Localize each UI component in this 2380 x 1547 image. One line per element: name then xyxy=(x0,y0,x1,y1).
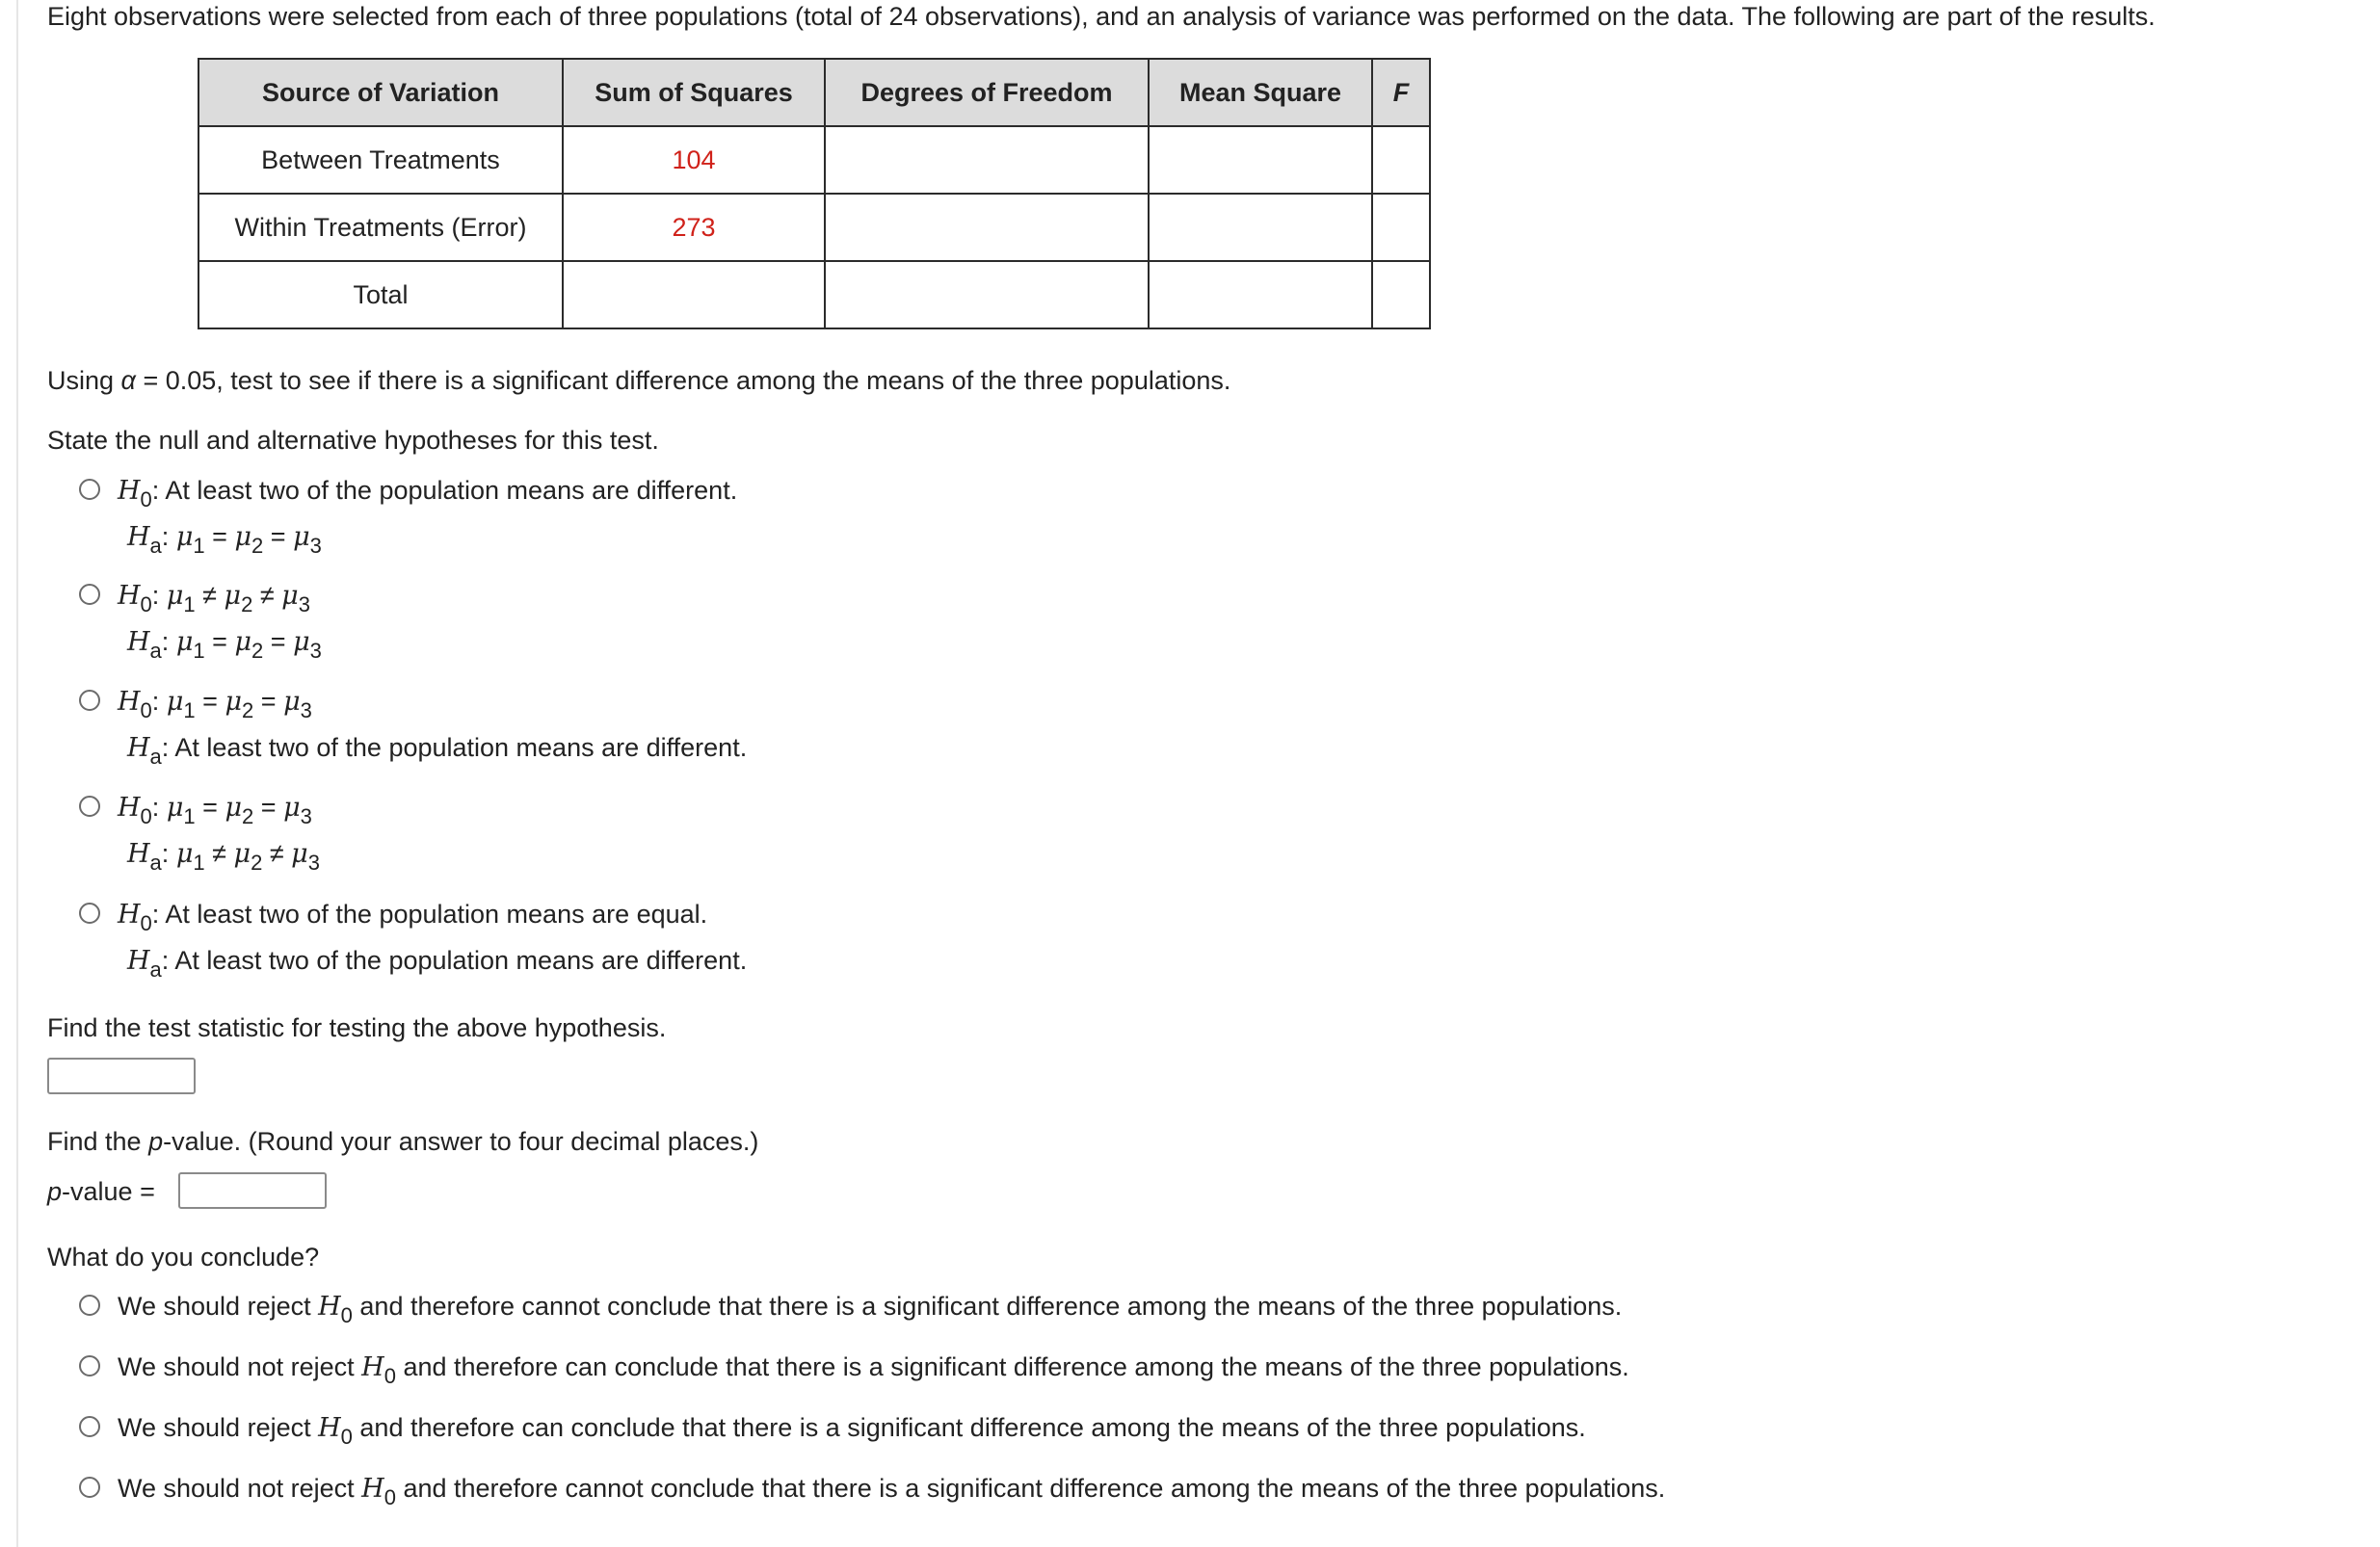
operator: ≠ xyxy=(202,581,217,610)
conclusion-before: We should reject xyxy=(118,1413,319,1442)
alpha-symbol: α xyxy=(120,366,136,395)
anova-header-row xyxy=(198,59,1430,126)
colon: : xyxy=(161,839,170,868)
subscript: 3 xyxy=(309,534,322,558)
subscript: 0 xyxy=(383,1364,396,1388)
h-symbol: H xyxy=(318,1413,341,1443)
alt-hypothesis xyxy=(127,625,322,663)
mu-symbol: μ xyxy=(166,581,184,611)
table-row xyxy=(198,261,1430,328)
operator: ≠ xyxy=(212,839,226,868)
alt-hypothesis xyxy=(127,520,322,558)
conclusion-text xyxy=(118,1290,1623,1327)
alpha-rest: = 0.05, test to see if there is a significant difference among the means of the three populations. xyxy=(135,366,1231,395)
h-symbol: H xyxy=(127,946,150,976)
subscript: 1 xyxy=(193,851,205,875)
radio-button[interactable] xyxy=(79,1416,100,1437)
null-hypothesis xyxy=(118,579,310,614)
mu-symbol: μ xyxy=(233,839,251,869)
mu-symbol: μ xyxy=(291,839,308,869)
pvalue-prompt-after: -value. (Round your answer to four decimal places.) xyxy=(163,1127,759,1156)
subscript: 0 xyxy=(340,1425,353,1449)
h-symbol: H xyxy=(127,627,150,657)
subscript: a xyxy=(149,745,162,769)
row-df xyxy=(825,261,1149,328)
row-source: Between Treatments xyxy=(198,126,563,194)
operator: = xyxy=(202,687,218,716)
h-symbol: H xyxy=(318,1292,341,1322)
subscript: 0 xyxy=(140,804,152,828)
conclusion-after: and therefore cannot conclude that there is a significant difference among the means of the three populations. xyxy=(395,1474,1666,1503)
row-ss: 104 xyxy=(563,126,825,194)
conclusion-prompt: What do you conclude? xyxy=(47,1243,320,1272)
h-symbol: H xyxy=(118,581,141,611)
h-symbol: H xyxy=(118,687,141,717)
alt-hypothesis xyxy=(127,944,748,982)
subscript: 1 xyxy=(193,534,205,558)
hypothesis-text: At least two of the population means are equal. xyxy=(159,900,708,929)
table-row xyxy=(198,126,1430,194)
row-ss: 273 xyxy=(563,194,825,261)
operator: = xyxy=(270,522,286,551)
pvalue-label xyxy=(47,1175,155,1208)
colon: : xyxy=(151,476,160,505)
operator: = xyxy=(212,522,227,551)
operator: = xyxy=(212,627,227,656)
hypothesis-text: At least two of the population means are different. xyxy=(159,476,738,505)
row-ms xyxy=(1149,194,1372,261)
operator: = xyxy=(260,687,277,716)
colon: : xyxy=(151,581,160,610)
subscript: 2 xyxy=(251,534,264,558)
subscript: 0 xyxy=(140,698,152,722)
conclusion-text xyxy=(118,1350,1629,1388)
subscript: 0 xyxy=(140,911,152,935)
operator: = xyxy=(260,793,277,822)
header-ss: Sum of Squares xyxy=(563,59,825,126)
mu-symbol: μ xyxy=(224,581,242,611)
mu-symbol: μ xyxy=(175,522,194,552)
subscript: 2 xyxy=(242,698,254,722)
subscript: 3 xyxy=(298,592,310,616)
mu-symbol: μ xyxy=(225,793,243,823)
mu-symbol: μ xyxy=(166,687,184,717)
p-symbol: p xyxy=(148,1127,164,1156)
conclusion-before: We should reject xyxy=(118,1292,319,1321)
hypotheses-prompt: State the null and alternative hypotheses for this test. xyxy=(47,426,659,455)
radio-button[interactable] xyxy=(79,1295,100,1316)
pvalue-label-rest: -value = xyxy=(62,1177,155,1206)
test-statistic-prompt: Find the test statistic for testing the above hypothesis. xyxy=(47,1013,667,1042)
colon: : xyxy=(151,687,160,716)
mu-symbol: μ xyxy=(293,522,310,552)
p-symbol: p xyxy=(47,1177,63,1206)
null-hypothesis xyxy=(118,791,312,826)
colon: : xyxy=(161,627,170,656)
alpha-instruction xyxy=(47,364,1230,397)
anova-table xyxy=(198,58,1431,329)
mu-symbol: μ xyxy=(225,687,243,717)
subscript: 3 xyxy=(307,851,320,875)
null-hypothesis xyxy=(118,685,312,720)
conclusion-text xyxy=(118,1472,1665,1507)
subscript: 3 xyxy=(309,639,322,663)
h-symbol: H xyxy=(118,900,141,930)
conclusion-before: We should not reject xyxy=(118,1352,362,1381)
pvalue-input[interactable] xyxy=(178,1172,327,1209)
subscript: 3 xyxy=(300,698,312,722)
subscript: 0 xyxy=(340,1303,353,1327)
colon: : xyxy=(161,522,170,551)
mu-symbol: μ xyxy=(281,581,299,611)
radio-button[interactable] xyxy=(79,796,100,817)
h-symbol: H xyxy=(361,1474,384,1504)
subscript: 1 xyxy=(183,592,196,616)
mu-symbol: μ xyxy=(283,793,301,823)
hypothesis-text: At least two of the population means are different. xyxy=(169,946,748,975)
test-statistic-input[interactable] xyxy=(47,1058,196,1094)
row-f xyxy=(1372,126,1430,194)
colon: : xyxy=(151,900,160,929)
radio-button[interactable] xyxy=(79,584,100,605)
operator: = xyxy=(202,793,218,822)
row-df xyxy=(825,194,1149,261)
mu-symbol: μ xyxy=(166,793,184,823)
row-source: Total xyxy=(198,261,563,328)
radio-button[interactable] xyxy=(79,903,100,924)
row-df xyxy=(825,126,1149,194)
mu-symbol: μ xyxy=(234,627,252,657)
h-symbol: H xyxy=(118,793,141,823)
mu-symbol: μ xyxy=(234,522,252,552)
conclusion-text xyxy=(118,1411,1586,1449)
subscript: a xyxy=(149,639,162,663)
subscript: 1 xyxy=(193,639,205,663)
h-symbol: H xyxy=(127,733,150,763)
subscript: 3 xyxy=(300,804,312,828)
conclusion-after: and therefore can conclude that there is a significant difference among the means of the three populations. xyxy=(352,1413,1586,1442)
subscript: 2 xyxy=(251,639,264,663)
mu-symbol: μ xyxy=(293,627,310,657)
alpha-prefix: Using xyxy=(47,366,121,395)
radio-button[interactable] xyxy=(79,479,100,500)
conclusion-before: We should not reject xyxy=(118,1474,362,1503)
row-source: Within Treatments (Error) xyxy=(198,194,563,261)
h-symbol: H xyxy=(127,522,150,552)
row-f xyxy=(1372,194,1430,261)
colon: : xyxy=(161,946,170,975)
null-hypothesis xyxy=(118,898,708,935)
subscript: a xyxy=(149,957,162,982)
colon: : xyxy=(161,733,170,762)
row-ms xyxy=(1149,126,1372,194)
header-df: Degrees of Freedom xyxy=(825,59,1149,126)
operator: ≠ xyxy=(269,839,284,868)
h-symbol: H xyxy=(361,1352,384,1382)
conclusion-after: and therefore can conclude that there is a significant difference among the means of the three populations. xyxy=(395,1352,1629,1381)
row-ss xyxy=(563,261,825,328)
operator: ≠ xyxy=(259,581,275,610)
mu-symbol: μ xyxy=(175,839,194,869)
alt-hypothesis xyxy=(127,837,320,875)
subscript: 2 xyxy=(251,851,263,875)
subscript: 0 xyxy=(140,592,152,616)
radio-button[interactable] xyxy=(79,1477,100,1498)
subscript: 2 xyxy=(241,592,253,616)
h-symbol: H xyxy=(127,839,150,869)
colon: : xyxy=(151,793,160,822)
null-hypothesis xyxy=(118,474,737,509)
row-ms xyxy=(1149,261,1372,328)
radio-button[interactable] xyxy=(79,1355,100,1377)
subscript: 2 xyxy=(242,804,254,828)
page-left-border xyxy=(16,0,18,1547)
header-source: Source of Variation xyxy=(198,59,563,126)
header-f: F xyxy=(1372,59,1430,126)
alt-hypothesis xyxy=(127,731,748,769)
subscript: a xyxy=(149,851,162,875)
conclusion-after: and therefore cannot conclude that there is a significant difference among the means of the three populations. xyxy=(352,1292,1623,1321)
mu-symbol: μ xyxy=(175,627,194,657)
subscript: a xyxy=(149,534,162,558)
h-symbol: H xyxy=(118,476,141,506)
subscript: 1 xyxy=(183,804,196,828)
subscript: 1 xyxy=(183,698,196,722)
hypothesis-text: At least two of the population means are different. xyxy=(169,733,748,762)
pvalue-prompt-before: Find the xyxy=(47,1127,149,1156)
question-intro: Eight observations were selected from each of three populations (total of 24 observations), and an analysis of variance was performed on the data. The following are part of the results. xyxy=(47,2,2155,31)
table-row xyxy=(198,194,1430,261)
subscript: 0 xyxy=(140,487,152,511)
header-ms: Mean Square xyxy=(1149,59,1372,126)
mu-symbol: μ xyxy=(283,687,301,717)
radio-button[interactable] xyxy=(79,690,100,711)
subscript: 0 xyxy=(383,1485,396,1509)
row-f xyxy=(1372,261,1430,328)
pvalue-prompt xyxy=(47,1125,758,1158)
operator: = xyxy=(270,627,286,656)
